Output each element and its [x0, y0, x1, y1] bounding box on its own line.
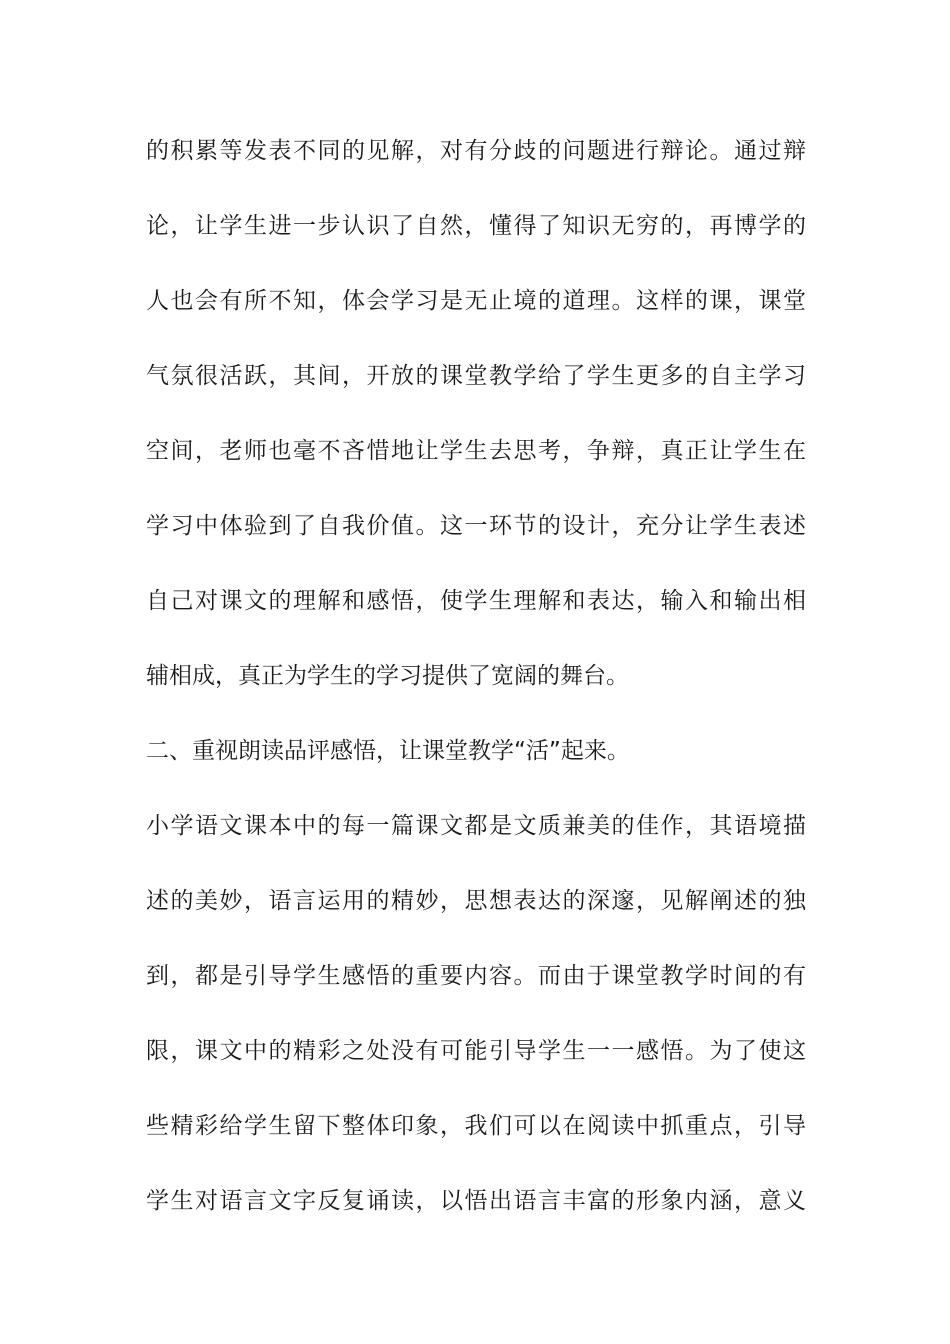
section-heading: 二、重视朗读品评感悟，让课堂教学“活”起来。 — [146, 738, 630, 764]
text-line: 述的美妙，语言运用的精妙，思想表达的深邃，见解阐述的独 — [146, 888, 806, 914]
text-line: 限，课文中的精彩之处没有可能引导学生一一感悟。为了使这 — [146, 1038, 806, 1064]
text-line: 空间，老师也毫不吝惜地让学生去思考，争辩，真正让学生在 — [146, 438, 806, 464]
text-line: 学习中体验到了自我价值。这一环节的设计，充分让学生表述 — [146, 513, 806, 539]
text-line: 小学语文课本中的每一篇课文都是文质兼美的佳作，其语境描 — [146, 813, 806, 839]
text-line: 人也会有所不知，体会学习是无止境的道理。这样的课，课堂 — [146, 288, 806, 314]
text-line: 学生对语言文字反复诵读，以悟出语言丰富的形象内涵，意义 — [146, 1188, 806, 1214]
text-line: 到，都是引导学生感悟的重要内容。而由于课堂教学时间的有 — [146, 963, 806, 989]
text-line: 辅相成，真正为学生的学习提供了宽阔的舞台。 — [146, 663, 629, 689]
text-line: 气氛很活跃，其间，开放的课堂教学给了学生更多的自主学习 — [146, 363, 806, 389]
text-line: 论，让学生进一步认识了自然，懂得了知识无穷的，再博学的 — [146, 213, 806, 239]
text-line: 的积累等发表不同的见解，对有分歧的问题进行辩论。通过辩 — [146, 138, 806, 164]
text-line: 自己对课文的理解和感悟，使学生理解和表达，输入和输出相 — [146, 588, 806, 614]
text-line: 些精彩给学生留下整体印象，我们可以在阅读中抓重点，引导 — [146, 1113, 806, 1139]
